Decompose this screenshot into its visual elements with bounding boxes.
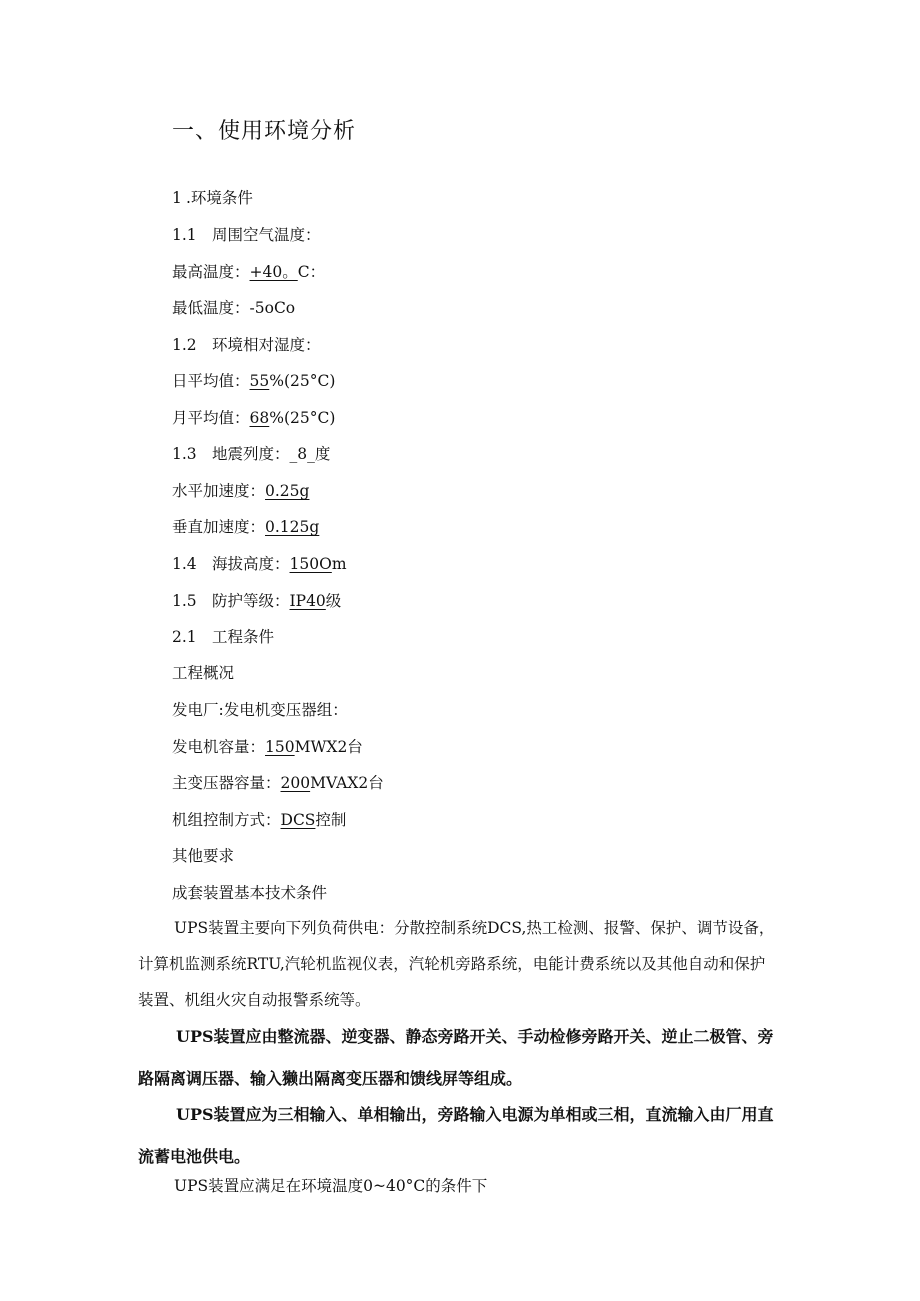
generator-capacity-line: [172, 735, 363, 757]
project-overview: 工程概况: [172, 664, 235, 682]
max-temperature-label: 最高温度：: [172, 263, 250, 281]
other-requirements: 其他要求: [172, 847, 235, 865]
basic-technical-conditions: 成套装置基本技术条件: [172, 884, 328, 902]
vertical-accel-line: [172, 515, 319, 537]
protection-value: IP40: [289, 592, 326, 610]
transformer-capacity-label: 主变压器容量：: [172, 774, 281, 792]
ups-composition-paragraph: UPS装置应由整流器、逆变器、静态旁路开关、手动检修旁路开关、逆止二极管、旁路隔离调压器、输入獭出隔离变压器和馈线屏等组成。: [138, 1027, 774, 1088]
protection-label: 防护等级：: [212, 592, 290, 610]
horizontal-accel-value: 0.25g: [265, 482, 310, 500]
temperature-text: 周围空气温度：: [212, 226, 321, 244]
protection-number: 1.5: [172, 592, 197, 610]
humidity-heading: [172, 333, 321, 355]
transformer-capacity-suffix: MVAX2台: [310, 774, 384, 792]
max-temperature-value: +40。: [249, 263, 298, 281]
monthly-humidity-suffix: %(25°C): [269, 409, 336, 427]
protection-line: [172, 589, 341, 611]
altitude-line: [172, 552, 347, 574]
altitude-label: 海拔高度：: [212, 555, 290, 573]
generator-capacity-label: 发电机容量：: [172, 738, 266, 756]
engineering-text: 工程条件: [212, 628, 275, 646]
altitude-suffix: m: [331, 555, 347, 573]
temperature-number: 1.1: [172, 226, 197, 244]
transformer-capacity-value: 200: [280, 774, 311, 792]
generator-capacity-value: 150: [265, 738, 295, 756]
ups-temperature-paragraph: UPS装置应满足在环境温度0~40°C的条件下: [174, 1177, 488, 1195]
engineering-number: 2.1: [172, 628, 197, 646]
vertical-accel-value: 0.125g: [265, 518, 320, 536]
monthly-humidity-label: 月平均值：: [172, 409, 250, 427]
control-mode-suffix: 控制: [315, 811, 347, 829]
earthquake-value: _8_: [289, 445, 315, 463]
control-mode-line: [172, 808, 346, 830]
ups-load-paragraph: UPS装置主要向下列负荷供电：分散控制系统DCS,热工检测、报警、保护、调节设备，计算机监测系统RTU,汽轮机监视仪表，汽轮机旁路系统，电能计费系统以及其他自动和保护装置、机组火灾自动报警系统等。: [138, 919, 775, 1009]
vertical-accel-label: 垂直加速度：: [172, 518, 266, 536]
daily-humidity-suffix: %(25°C): [269, 372, 336, 390]
min-temperature-value: -5oCo: [249, 299, 296, 317]
humidity-text: 环境相对湿度：: [212, 336, 321, 354]
earthquake-number: 1.3: [172, 445, 197, 463]
env-heading: [172, 186, 253, 208]
earthquake-suffix: 度: [314, 445, 331, 463]
daily-humidity-line: [172, 369, 335, 391]
control-mode-label: 机组控制方式：: [172, 811, 281, 829]
env-heading-text: .环境条件: [186, 189, 253, 207]
max-temperature-line: [172, 260, 325, 282]
altitude-number: 1.4: [172, 555, 197, 573]
power-plant-line: 发电厂:发电机变压器组：: [172, 701, 348, 719]
horizontal-accel-line: [172, 479, 309, 501]
transformer-capacity-line: [172, 771, 384, 793]
earthquake-label: 地震列度：: [212, 445, 290, 463]
monthly-humidity-line: [172, 406, 335, 428]
humidity-number: 1.2: [172, 336, 197, 354]
env-heading-number: 1: [172, 189, 182, 207]
altitude-value: 150O: [289, 555, 332, 573]
max-temperature-unit: C：: [297, 263, 326, 281]
generator-capacity-suffix: MWX2台: [294, 738, 363, 756]
min-temperature-line: [172, 296, 295, 318]
temperature-heading: [172, 223, 321, 245]
earthquake-line: [172, 442, 330, 464]
section-title: 一、使用环境分析: [172, 119, 357, 144]
control-mode-value: DCS: [280, 811, 316, 829]
protection-suffix: 级: [325, 592, 342, 610]
horizontal-accel-label: 水平加速度：: [172, 482, 266, 500]
engineering-heading: [172, 625, 274, 647]
daily-humidity-value: 55: [249, 372, 270, 390]
daily-humidity-label: 日平均值：: [172, 372, 250, 390]
ups-input-output-paragraph: UPS装置应为三相输入、单相输出，旁路输入电源为单相或三相，直流输入由厂用直流蓄电池供电。: [138, 1105, 774, 1166]
min-temperature-label: 最低温度：: [172, 299, 250, 317]
monthly-humidity-value: 68: [249, 409, 270, 427]
